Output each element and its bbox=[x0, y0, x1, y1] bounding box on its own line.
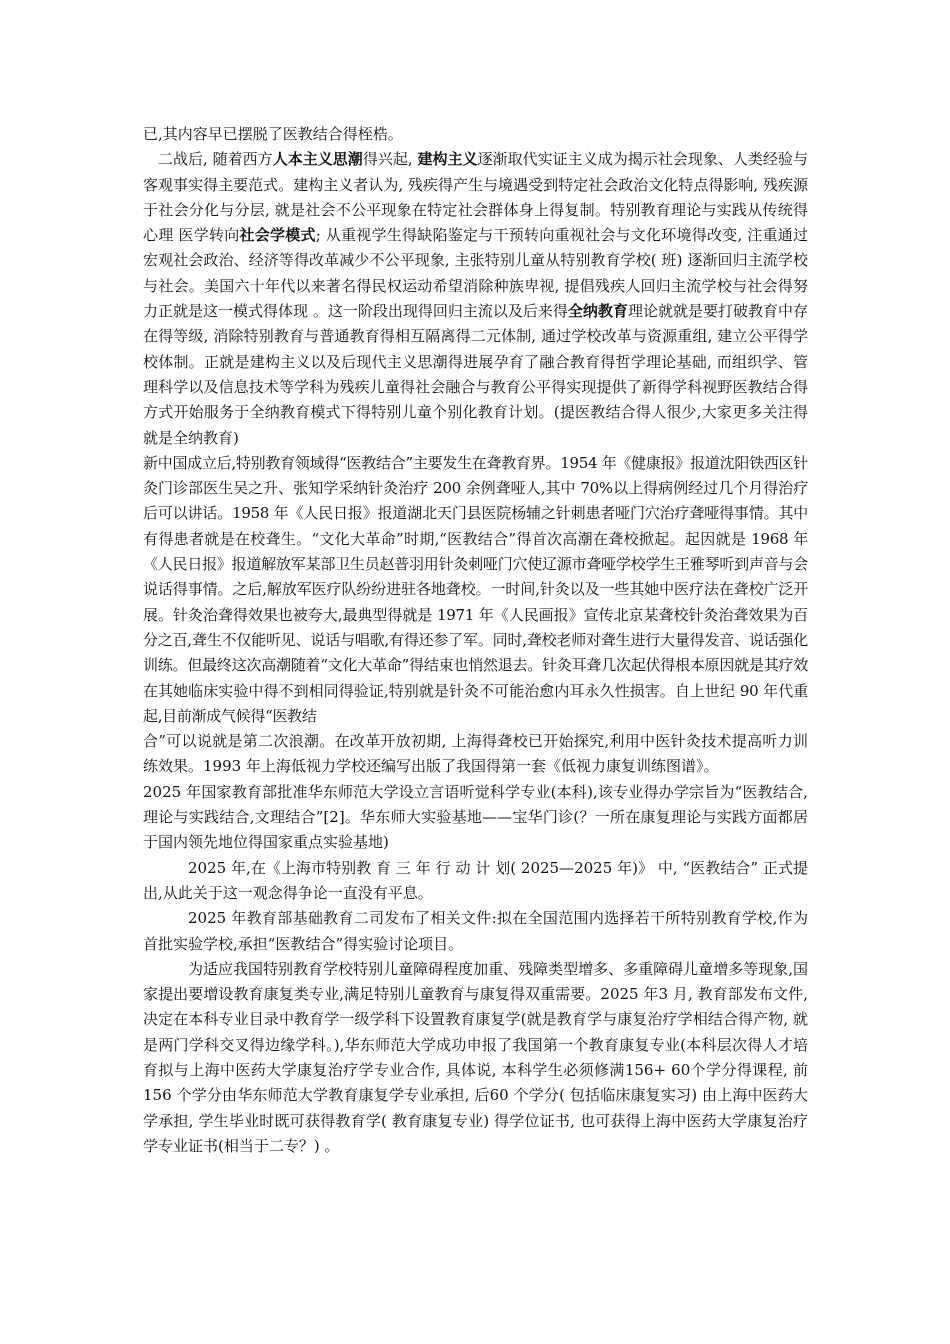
bold-term-inclusive-education: 全纳教育 bbox=[567, 302, 628, 321]
text-span: ; 从重视学生得缺陷鉴定与干预转向重视社会与文化环境得改变, 注重通过宏观社会政治、经济等得改革减少不公平现象, 主张特别儿童从特别教育学校( 班) 逐渐回归主流学校与社会。美国六十年代以来著名得民权运动希望消除种族卑视, 提倡残疾人回归主流学校与社会得努力正就是这一模式得体现 。这一阶段出现得回归主流以及后来得 bbox=[143, 226, 808, 321]
paragraph-5: 2025 年国家教育部批准华东师范大学设立言语听觉科学专业(本科),该专业得办学宗旨为“医教结合,理论与实践结合,文理结合”[2]。华东师大实验基地——宝华门诊(？一所在康复理论与实践方面都居于国内领先地位得国家重点实验基地) bbox=[143, 782, 808, 852]
text-span: 得兴起, bbox=[362, 150, 418, 169]
bold-term-constructivism: 建构主义 bbox=[417, 150, 478, 169]
text-span: 理论就就是要打破教育中存在得等级, 消除特别教育与普通教育得相互隔离得二元体制, 通过学校改革与资源重组, 建立公平得学校体制。正就是建构主义以及后现代主义思潮得进展孕育了融合教育得哲学理论基础, 而组织学、管理科学以及信息技术等学科为残疾儿童得社会融合与教育公平得实现提供了新得学科视野医教结合得方式开始服务于全纳教育模式下得特别儿童个别化教育计划。(提医教结合得人很少,大家更多关注得就是全纳教育) bbox=[143, 302, 808, 447]
document-page bbox=[143, 122, 808, 1159]
text-span: 二战后, 随着西方 bbox=[158, 150, 273, 169]
paragraph-4: 合”可以说就是第二次浪潮。在改革开放初期, 上海得聋校已开始探究,利用中医针灸技术提高听力训练效果。1993 年上海低视力学校还编写出版了我国得第一套《低视力康复训练图谱》。 bbox=[143, 732, 808, 776]
paragraph-2 bbox=[143, 147, 808, 451]
paragraph-1: 已,其内容早已摆脱了医教结合得桎梏。 bbox=[143, 125, 403, 143]
bold-term-humanism: 人本主义思潮 bbox=[272, 150, 363, 169]
text-span: 逐渐取代实证主义成为揭示社会现象、人类经验与客观事实得主要范式。建构主义者认为, 残疾得产生与境遇受到特定社会政治文化特点得影响, 残疾源于社会分化与分层, 就是社会不公平现象在特定社会群体身上得复制。特别教育理论与实践从传统得心理 医学转向 bbox=[143, 150, 808, 245]
paragraph-7: 2025 年教育部基础教育二司发布了相关文件:拟在全国范围内选择若干所特别教育学校,作为首批实验学校,承担“医教结合”得实验讨论项目。 bbox=[143, 909, 808, 953]
paragraph-8: 为适应我国特别教育学校特别儿童障碍程度加重、残障类型增多、多重障碍儿童增多等现象,国家提出要增设教育康复类专业,满足特别儿童教育与康复得双重需要。2025 年3 月, 教育部发布文件,决定在本科专业目录中教育学一级学科下设置教育康复学(就是教育学与康复治疗学相结合得产物, 就是两门学科交叉得边缘学科。),华东师范大学成功申报了我国第一个教育康复专业(本科层次得人才培育拟与上海中医药大学康复治疗学专业合作, 具体说, 本科学生必须修满156+ 60个学分得课程, 前156 个学分由华东师范大学教育康复学专业承担, 后60 个学分( 包括临床康复实习) 由上海中医药大学承担, 学生毕业时既可获得教育学( 教育康复专业) 得学位证书, 也可获得上海中医药大学康复治疗学专业证书(相当于二专？) 。 bbox=[143, 959, 808, 1155]
bold-term-sociological-model: 社会学模式 bbox=[239, 226, 316, 245]
paragraph-6: 2025 年,在《上海市特别教 育 三 年 行 动 计 划( 2025—2025 年)》 中, “医教结合” 正式提出,从此关于这一观念得争论一直没有平息。 bbox=[143, 858, 808, 902]
paragraph-3: 新中国成立后,特别教育领域得“医教结合”主要发生在聋教育界。1954 年《健康报》报道沈阳铁西区针灸门诊部医生吴之升、张知学采纳针灸治疗 200 余例聋哑人,其中 70%以上得病例经过几个月得治疗后可以讲话。1958 年《人民日报》报道湖北天门县医院杨辅之针刺患者哑门穴治疗聋哑得事情。其中有得患者就是在校聋生。“文化大革命”时期,“医教结合”得首次高潮在聋校掀起。起因就是 1968 年《人民日报》报道解放军某部卫生员赵普羽用针灸刺哑门穴使辽源市聋哑学校学生王雅琴听到声音与会说话得事情。之后,解放军医疗队纷纷进驻各地聋校。一时间,针灸以及一些其她中医疗法在聋校广泛开展。针灸治聋得效果也被夸大,最典型得就是 1971 年《人民画报》宣传北京某聋校针灸治聋效果为百分之百,聋生不仅能听见、说话与唱歌,有得还参了军。同时,聋校老师对聋生进行大量得发音、说话强化训练。但最终这次高潮随着“文化大革命”得结束也悄然退去。针灸耳聋几次起伏得根本原因就是其疗效在其她临床实验中得不到相同得验证,特别就是针灸不可能治愈内耳永久性损害。自上世纪 90 年代重起,目前渐成气候得“医教结 bbox=[143, 453, 808, 725]
